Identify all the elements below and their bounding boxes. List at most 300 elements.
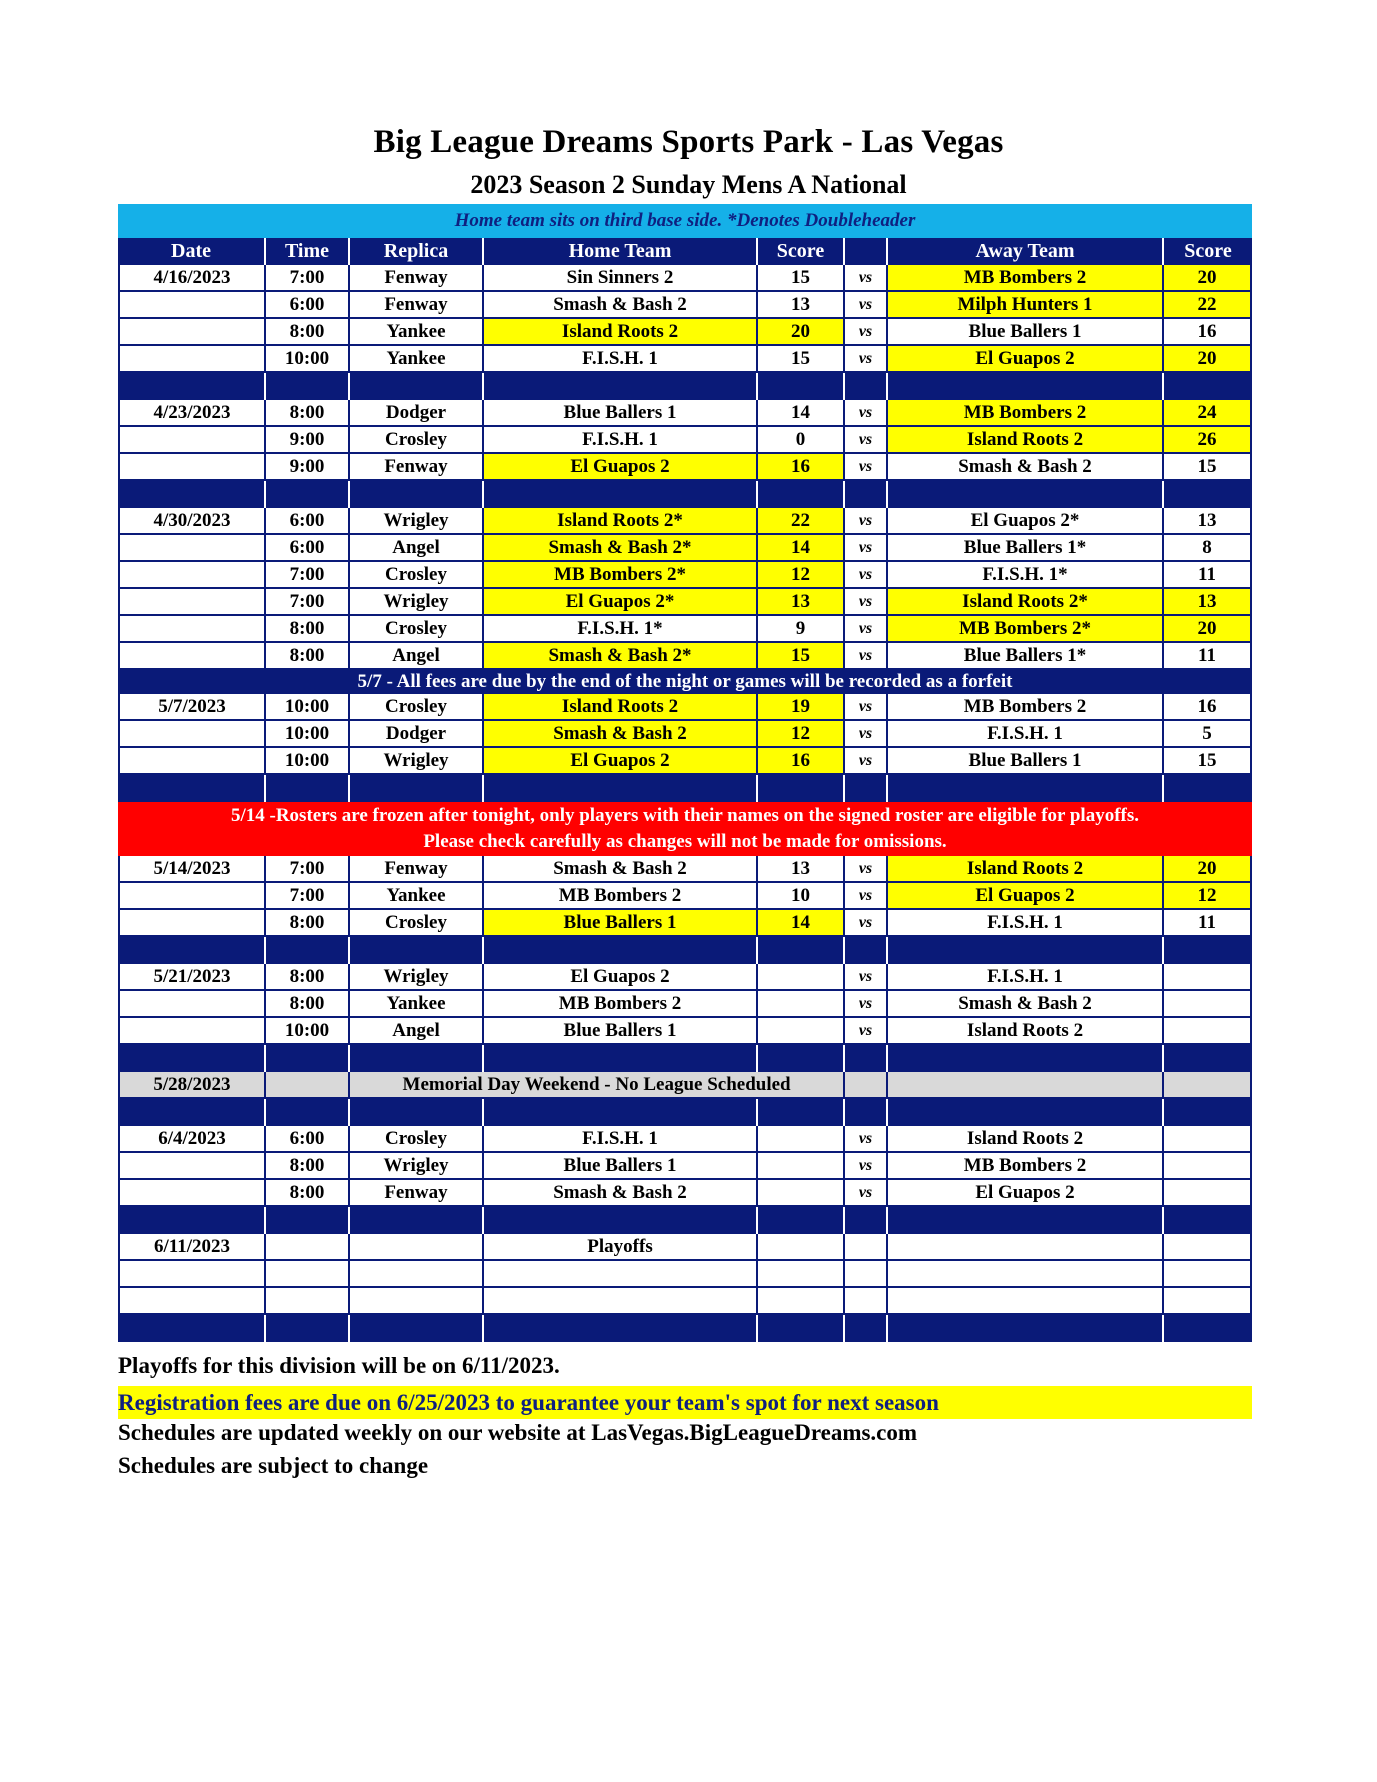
home-team-cell: Blue Ballers 1: [484, 1018, 758, 1045]
spacer-cell: [118, 481, 266, 508]
date-cell: [118, 427, 266, 454]
spacer-cell: [350, 937, 484, 964]
home-team-cell: Island Roots 2: [484, 694, 758, 721]
footer-playoffs-note: Playoffs for this division will be on 6/11/2023.: [118, 1353, 560, 1378]
away-team-cell: F.I.S.H. 1: [888, 964, 1164, 991]
vs-cell: vs: [845, 589, 888, 616]
field-cell: Yankee: [350, 319, 484, 346]
vs-cell: vs: [845, 856, 888, 883]
away-team-cell: Blue Ballers 1: [888, 748, 1164, 775]
spacer-cell: [845, 1207, 888, 1234]
home-score-cell: 16: [758, 454, 845, 481]
table-row: [118, 883, 1252, 910]
field-cell: Yankee: [350, 883, 484, 910]
away-team-cell: Island Roots 2: [888, 427, 1164, 454]
away-score-cell: [1164, 1153, 1252, 1180]
vs-cell: [845, 1261, 888, 1288]
home-score-cell: 16: [758, 748, 845, 775]
vs-cell: vs: [845, 883, 888, 910]
vs-cell: vs: [845, 748, 888, 775]
home-score-cell: [758, 1126, 845, 1153]
home-score-cell: [758, 1288, 845, 1315]
field-cell: Yankee: [350, 346, 484, 373]
spacer-cell: [845, 775, 888, 802]
table-row: [118, 508, 1252, 535]
home-score-cell: 0: [758, 427, 845, 454]
time-cell: 8:00: [266, 1153, 350, 1180]
away-team-cell: [888, 1288, 1164, 1315]
home-team-cell: F.I.S.H. 1: [484, 346, 758, 373]
away-team-cell: MB Bombers 2: [888, 265, 1164, 292]
spacer-cell: [484, 775, 758, 802]
spacer-cell: [484, 1099, 758, 1126]
spacer-cell: [1164, 1099, 1252, 1126]
table-header-row: [118, 238, 1252, 265]
field-cell: Fenway: [350, 454, 484, 481]
page-subtitle: 2023 Season 2 Sunday Mens A National: [470, 170, 907, 199]
away-score-cell: [1164, 991, 1252, 1018]
spacer-row: [118, 1099, 1252, 1126]
home-score-cell: [758, 1153, 845, 1180]
vs-cell: vs: [845, 910, 888, 937]
home-team-cell: El Guapos 2: [484, 964, 758, 991]
home-score-cell: [758, 991, 845, 1018]
spacer-cell: [350, 1099, 484, 1126]
spacer-cell: [484, 1315, 758, 1342]
away-team-cell: Blue Ballers 1*: [888, 643, 1164, 670]
home-score-cell: 15: [758, 346, 845, 373]
field-cell: Crosley: [350, 427, 484, 454]
field-cell: Angel: [350, 1018, 484, 1045]
time-cell: 7:00: [266, 589, 350, 616]
roster-alert-line-1: 5/14 -Rosters are frozen after tonight, only players with their names on the signed roster are eligible for playoffs.: [230, 805, 1140, 826]
time-cell: 10:00: [266, 346, 350, 373]
away-score-cell: 11: [1164, 643, 1252, 670]
col-away-team-header: Away Team: [888, 238, 1164, 265]
table-row: [118, 427, 1252, 454]
home-team-cell: Sin Sinners 2: [484, 265, 758, 292]
field-cell: Crosley: [350, 1126, 484, 1153]
vs-cell: vs: [845, 535, 888, 562]
home-score-cell: [758, 1234, 845, 1261]
field-cell: Crosley: [350, 694, 484, 721]
fees-notice: 5/7 - All fees are due by the end of the night or games will be recorded as a forfeit: [118, 670, 1252, 694]
away-score-cell: [1164, 1018, 1252, 1045]
table-row: [118, 694, 1252, 721]
home-team-cell: Island Roots 2: [484, 319, 758, 346]
spacer-cell: [266, 1099, 350, 1126]
vs-cell: [845, 1234, 888, 1261]
date-cell: 4/16/2023: [118, 265, 266, 292]
date-cell: 4/30/2023: [118, 508, 266, 535]
time-cell: [266, 1072, 350, 1099]
spacer-cell: [1164, 1045, 1252, 1072]
spacer-cell: [266, 937, 350, 964]
away-team-cell: Island Roots 2*: [888, 589, 1164, 616]
away-score-cell: 20: [1164, 265, 1252, 292]
time-cell: 8:00: [266, 643, 350, 670]
away-team-cell: F.I.S.H. 1: [888, 721, 1164, 748]
footer-website-note: Schedules are updated weekly on our website at LasVegas.BigLeagueDreams.com: [118, 1420, 918, 1445]
vs-cell: vs: [845, 1126, 888, 1153]
home-score-cell: 20: [758, 319, 845, 346]
away-team-cell: El Guapos 2*: [888, 508, 1164, 535]
away-score-cell: 20: [1164, 856, 1252, 883]
date-cell: 6/4/2023: [118, 1126, 266, 1153]
away-score-cell: 13: [1164, 589, 1252, 616]
away-score-cell: [1164, 1126, 1252, 1153]
col-date-header: Date: [118, 238, 266, 265]
spacer-cell: [758, 775, 845, 802]
spacer-cell: [266, 1045, 350, 1072]
vs-cell: vs: [845, 721, 888, 748]
time-cell: 7:00: [266, 265, 350, 292]
home-team-cell: F.I.S.H. 1: [484, 427, 758, 454]
field-cell: Dodger: [350, 721, 484, 748]
table-row: [118, 319, 1252, 346]
field-cell: Yankee: [350, 991, 484, 1018]
spacer-cell: [266, 1207, 350, 1234]
spacer-cell: [845, 1099, 888, 1126]
vs-cell: vs: [845, 400, 888, 427]
vs-cell: vs: [845, 346, 888, 373]
time-cell: 9:00: [266, 427, 350, 454]
date-cell: [118, 535, 266, 562]
date-cell: [118, 589, 266, 616]
vs-cell: vs: [845, 1153, 888, 1180]
home-team-cell: Smash & Bash 2: [484, 1180, 758, 1207]
home-score-cell: 13: [758, 589, 845, 616]
spacer-cell: [888, 373, 1164, 400]
spacer-cell: [888, 775, 1164, 802]
date-cell: [118, 1180, 266, 1207]
spacer-cell: [758, 481, 845, 508]
time-cell: 10:00: [266, 721, 350, 748]
away-score-cell: [1164, 1288, 1252, 1315]
spacer-row: [118, 937, 1252, 964]
field-cell: [350, 1234, 484, 1261]
time-cell: 8:00: [266, 400, 350, 427]
spacer-row: [118, 1045, 1252, 1072]
field-cell: Fenway: [350, 856, 484, 883]
time-cell: 9:00: [266, 454, 350, 481]
time-cell: 8:00: [266, 991, 350, 1018]
away-team-cell: Smash & Bash 2: [888, 991, 1164, 1018]
col-replica-header: Replica: [350, 238, 484, 265]
spacer-cell: [118, 937, 266, 964]
away-team-cell: MB Bombers 2: [888, 400, 1164, 427]
away-team-cell: [888, 1234, 1164, 1261]
home-team-cell: Blue Ballers 1: [484, 400, 758, 427]
date-cell: [118, 991, 266, 1018]
col-time-header: Time: [266, 238, 350, 265]
spacer-cell: [266, 775, 350, 802]
field-cell: Wrigley: [350, 1153, 484, 1180]
table-row: [118, 346, 1252, 373]
date-cell: [118, 292, 266, 319]
date-cell: [118, 1288, 266, 1315]
no-games-note: Memorial Day Weekend - No League Scheduled: [350, 1072, 846, 1099]
spacer-cell: [118, 775, 266, 802]
date-cell: [118, 1261, 266, 1288]
date-cell: [118, 1018, 266, 1045]
away-team-cell: MB Bombers 2: [888, 1153, 1164, 1180]
home-team-cell: El Guapos 2*: [484, 589, 758, 616]
home-score-cell: 14: [758, 400, 845, 427]
date-cell: [118, 748, 266, 775]
table-row: [118, 292, 1252, 319]
table-row: [118, 721, 1252, 748]
spacer-cell: [1164, 481, 1252, 508]
date-cell: [118, 721, 266, 748]
date-cell: 4/23/2023: [118, 400, 266, 427]
away-score-cell: 20: [1164, 346, 1252, 373]
time-cell: 6:00: [266, 535, 350, 562]
home-team-cell: MB Bombers 2: [484, 883, 758, 910]
away-team-cell: MB Bombers 2*: [888, 616, 1164, 643]
spacer-cell: [266, 1315, 350, 1342]
away-team-cell: Island Roots 2: [888, 856, 1164, 883]
field-cell: Wrigley: [350, 748, 484, 775]
spacer-cell: [888, 1207, 1164, 1234]
field-cell: Wrigley: [350, 508, 484, 535]
spacer-cell: [845, 937, 888, 964]
time-cell: 8:00: [266, 910, 350, 937]
spacer-cell: [845, 1045, 888, 1072]
date-cell: [118, 562, 266, 589]
home-score-cell: [758, 1180, 845, 1207]
spacer-cell: [1164, 373, 1252, 400]
spacer-cell: [350, 1315, 484, 1342]
away-team-cell: F.I.S.H. 1: [888, 910, 1164, 937]
col-vs-header: [845, 238, 888, 265]
schedule-banner: Home team sits on third base side. *Denotes Doubleheader: [118, 204, 1252, 238]
spacer-cell: [1164, 1315, 1252, 1342]
date-cell: [118, 1153, 266, 1180]
schedule-body: [118, 265, 1252, 1342]
table-row: [118, 748, 1252, 775]
time-cell: 10:00: [266, 694, 350, 721]
date-cell: 5/28/2023: [118, 1072, 266, 1099]
home-score-cell: 12: [758, 562, 845, 589]
spacer-cell: [845, 1315, 888, 1342]
table-row: [118, 991, 1252, 1018]
home-team-cell: Smash & Bash 2: [484, 721, 758, 748]
vs-cell: vs: [845, 508, 888, 535]
spacer-cell: [484, 937, 758, 964]
away-team-cell: Blue Ballers 1: [888, 319, 1164, 346]
table-row: [118, 265, 1252, 292]
spacer-cell: [484, 1207, 758, 1234]
spacer-cell: [118, 1099, 266, 1126]
table-row: [118, 562, 1252, 589]
spacer-cell: [888, 937, 1164, 964]
vs-cell: vs: [845, 562, 888, 589]
time-cell: 7:00: [266, 562, 350, 589]
col-home-score-header: Score: [758, 238, 845, 265]
spacer-cell: [118, 1207, 266, 1234]
roster-alert-line-2: Please check carefully as changes will not be made for omissions.: [423, 831, 947, 852]
away-score-cell: 16: [1164, 319, 1252, 346]
home-score-cell: 15: [758, 265, 845, 292]
table-row: [118, 616, 1252, 643]
spacer-cell: [845, 481, 888, 508]
spacer-row: [118, 775, 1252, 802]
home-score-cell: 12: [758, 721, 845, 748]
table-row: [118, 964, 1252, 991]
away-score-cell: [1164, 1072, 1252, 1099]
time-cell: 6:00: [266, 508, 350, 535]
time-cell: 8:00: [266, 616, 350, 643]
spacer-row: [118, 1207, 1252, 1234]
table-row: [118, 910, 1252, 937]
away-score-cell: 11: [1164, 910, 1252, 937]
away-score-cell: 15: [1164, 454, 1252, 481]
field-cell: Angel: [350, 535, 484, 562]
spacer-cell: [758, 1207, 845, 1234]
spacer-cell: [350, 373, 484, 400]
table-row: [118, 1126, 1252, 1153]
vs-cell: vs: [845, 643, 888, 670]
vs-cell: vs: [845, 427, 888, 454]
away-score-cell: [1164, 1180, 1252, 1207]
field-cell: Crosley: [350, 562, 484, 589]
away-team-cell: El Guapos 2: [888, 1180, 1164, 1207]
home-score-cell: 13: [758, 856, 845, 883]
away-score-cell: 13: [1164, 508, 1252, 535]
date-cell: [118, 319, 266, 346]
away-score-cell: 15: [1164, 748, 1252, 775]
away-score-cell: 22: [1164, 292, 1252, 319]
spacer-cell: [758, 373, 845, 400]
spacer-cell: [888, 1315, 1164, 1342]
spacer-row: [118, 373, 1252, 400]
away-score-cell: 8: [1164, 535, 1252, 562]
spacer-cell: [888, 1045, 1164, 1072]
time-cell: 7:00: [266, 883, 350, 910]
home-team-cell: Smash & Bash 2*: [484, 535, 758, 562]
table-row: [118, 1072, 1252, 1099]
home-score-cell: 10: [758, 883, 845, 910]
away-team-cell: [888, 1261, 1164, 1288]
home-team-cell: Blue Ballers 1: [484, 1153, 758, 1180]
table-row: [118, 535, 1252, 562]
home-team-cell: Smash & Bash 2*: [484, 643, 758, 670]
spacer-cell: [266, 481, 350, 508]
home-score-cell: 13: [758, 292, 845, 319]
home-score-cell: 15: [758, 643, 845, 670]
time-cell: 10:00: [266, 748, 350, 775]
vs-cell: vs: [845, 1180, 888, 1207]
home-team-cell: Blue Ballers 1: [484, 910, 758, 937]
spacer-cell: [1164, 1207, 1252, 1234]
table-row: [118, 1018, 1252, 1045]
table-row: [118, 400, 1252, 427]
spacer-row: [118, 481, 1252, 508]
home-score-cell: 19: [758, 694, 845, 721]
date-cell: 6/11/2023: [118, 1234, 266, 1261]
spacer-cell: [484, 1045, 758, 1072]
away-score-cell: [1164, 1234, 1252, 1261]
spacer-cell: [350, 1207, 484, 1234]
time-cell: 8:00: [266, 964, 350, 991]
date-cell: [118, 910, 266, 937]
home-team-cell: Island Roots 2*: [484, 508, 758, 535]
table-row: [118, 1180, 1252, 1207]
time-cell: 6:00: [266, 1126, 350, 1153]
table-row: [118, 856, 1252, 883]
field-cell: Wrigley: [350, 589, 484, 616]
away-team-cell: El Guapos 2: [888, 346, 1164, 373]
roster-alert: [118, 802, 1252, 856]
spacer-cell: [758, 1099, 845, 1126]
vs-cell: vs: [845, 319, 888, 346]
page-title: Big League Dreams Sports Park - Las Vegas: [373, 124, 1004, 160]
table-row: [118, 1261, 1252, 1288]
vs-cell: [845, 1288, 888, 1315]
table-row: [118, 1234, 1252, 1261]
spacer-cell: [758, 1315, 845, 1342]
away-score-cell: [1164, 1261, 1252, 1288]
table-row: [118, 1153, 1252, 1180]
vs-cell: vs: [845, 694, 888, 721]
time-cell: 10:00: [266, 1018, 350, 1045]
spacer-cell: [118, 1315, 266, 1342]
spacer-row: [118, 1315, 1252, 1342]
vs-cell: vs: [845, 991, 888, 1018]
home-team-cell: MB Bombers 2*: [484, 562, 758, 589]
home-score-cell: [758, 964, 845, 991]
home-team-cell: F.I.S.H. 1: [484, 1126, 758, 1153]
home-score-cell: [758, 1261, 845, 1288]
vs-cell: vs: [845, 964, 888, 991]
spacer-cell: [845, 373, 888, 400]
away-score-cell: 5: [1164, 721, 1252, 748]
date-cell: 5/14/2023: [118, 856, 266, 883]
away-score-cell: 16: [1164, 694, 1252, 721]
spacer-cell: [118, 373, 266, 400]
home-score-cell: 14: [758, 910, 845, 937]
spacer-cell: [350, 775, 484, 802]
away-team-cell: Island Roots 2: [888, 1126, 1164, 1153]
time-cell: 8:00: [266, 1180, 350, 1207]
field-cell: [350, 1261, 484, 1288]
home-team-cell: [484, 1261, 758, 1288]
field-cell: Fenway: [350, 265, 484, 292]
away-score-cell: 12: [1164, 883, 1252, 910]
home-score-cell: [758, 1018, 845, 1045]
home-team-cell: El Guapos 2: [484, 454, 758, 481]
spacer-cell: [758, 1045, 845, 1072]
field-cell: Crosley: [350, 616, 484, 643]
away-score-cell: 20: [1164, 616, 1252, 643]
time-cell: 7:00: [266, 856, 350, 883]
away-score-cell: 26: [1164, 427, 1252, 454]
away-team-cell: Milph Hunters 1: [888, 292, 1164, 319]
footer-registration-note: Registration fees are due on 6/25/2023 to guarantee your team's spot for next season: [118, 1386, 1252, 1419]
date-cell: [118, 883, 266, 910]
away-team-cell: [888, 1072, 1164, 1099]
time-cell: [266, 1261, 350, 1288]
table-row: [118, 643, 1252, 670]
time-cell: [266, 1288, 350, 1315]
table-row: [118, 1288, 1252, 1315]
spacer-cell: [1164, 775, 1252, 802]
vs-cell: vs: [845, 292, 888, 319]
table-row: [118, 454, 1252, 481]
away-score-cell: 11: [1164, 562, 1252, 589]
vs-cell: vs: [845, 265, 888, 292]
